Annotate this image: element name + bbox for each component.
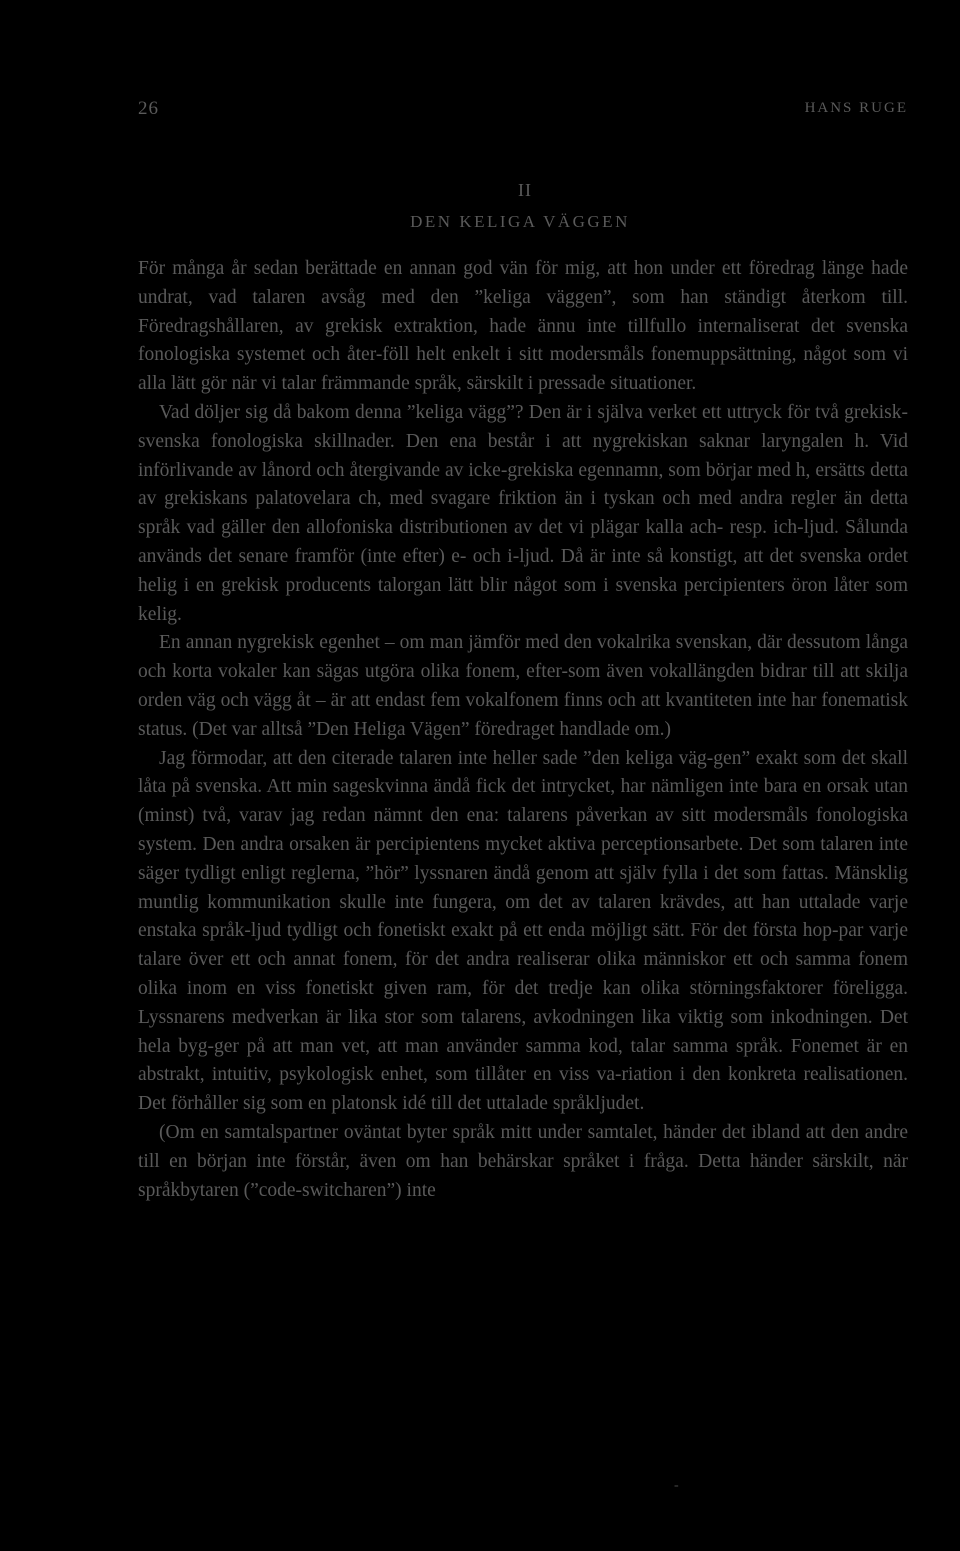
body-text <box>138 255 908 1205</box>
paragraph: För många år sedan berättade en annan god vän för mig, att hon under ett föredrag länge hade undrat, vad talaren avsåg med den ”keliga väggen”, som han ständigt återkom till. Föredragshållaren, av grekisk extraktion, hade ännu inte tillfullo internaliserat det svenska fonologiska systemet och åter-föll helt enkelt i sitt modersmåls fonemuppsättning, något som vi alla lätt gör när vi talar främmande språk, särskilt i pressade situationer. <box>138 258 908 395</box>
paragraph: Jag förmodar, att den citerade talaren inte heller sade ”den keliga väg-gen” exakt som det skall låta på svenska. Att min sageskvinna ändå fick det intrycket, har nämligen inte bara en orsak utan (minst) två, varav jag redan nämnt den ena: talarens påverkan av sitt modersmåls fonologiska system. Den andra orsaken är percipientens mycket aktiva perceptionsarbete. Det som talaren inte säger tydligt enligt reglerna, ”hör” lyssnaren ändå genom att själv fylla i det som fattas. Mänsklig muntlig kommunikation skulle inte fungera, om det av talaren krävdes, att han uttalade varje enstaka språk-ljud tydligt och fonetiskt exakt på ett enda möjligt sätt. För det första hop-par varje talare över ett och annat fonem, för det andra realiserar olika människor ett och samma fonem olika inom en viss fonetiskt given ram, för det tredje kan olika störningsfaktorer föreligga. Lyssnarens medverkan är lika stor som talarens, avkodningen lika viktig som inkodningen. Det hela byg-ger på att man vet, att man använder samma kod, talar samma språk. Fonemet är en abstrakt, intuitiv, psykologisk enhet, som tillåter en viss va-riation i den konkreta realisationen. Det förhåller sig som en platonsk idé till det uttalade språkljudet. <box>138 747 908 1115</box>
stray-mark: - <box>674 1478 679 1493</box>
section-number: II <box>518 180 532 200</box>
paragraph: En annan nygrekisk egenhet – om man jämför med den vokalrika svenskan, där dessutom långa och korta vokaler kan sägas utgöra olika fonem, efter-som även vokallängden bidrar till att skilja orden väg och vägg åt – är att endast fem vokalfonem finns och att kvantiteten inte har fonematisk status. (Det var alltså ”Den Heliga Vägen” föredraget handlade om.) <box>138 632 908 740</box>
paragraph: Vad döljer sig då bakom denna ”keliga vägg”? Den är i själva verket ett uttryck för två grekisk-svenska fonologiska skillnader. Den ena består i att nygrekiskan saknar laryngalen h. Vid införlivande av lånord och återgivande av icke-grekiska egennamn, som börjar med h, ersätts detta av grekiskans palatovelara ch, med svagare friktion än i tyskan och med andra regler än detta språk vad gäller den allofoniska distributionen av det vi plägar kalla ach- resp. ich-ljud. Sålunda används det senare framför (inte efter) e- och i-ljud. Då är inte så konstigt, att det svenska ordet helig i en grekisk producents talorgan lätt blir något som i svenska percipienters öron låter som kelig. <box>138 401 908 625</box>
page-number: 26 <box>138 98 159 119</box>
section-title: DEN KELIGA VÄGGEN <box>410 212 630 231</box>
paragraph: (Om en samtalspartner oväntat byter språk mitt under samtalet, händer det ibland att den andre till en början inte förstår, även om han behärskar språket i fråga. Detta händer särskilt, när språkbytaren (”code-switcharen”) inte <box>138 1121 908 1201</box>
running-head-author: HANS RUGE <box>804 100 908 116</box>
running-head <box>138 98 908 126</box>
